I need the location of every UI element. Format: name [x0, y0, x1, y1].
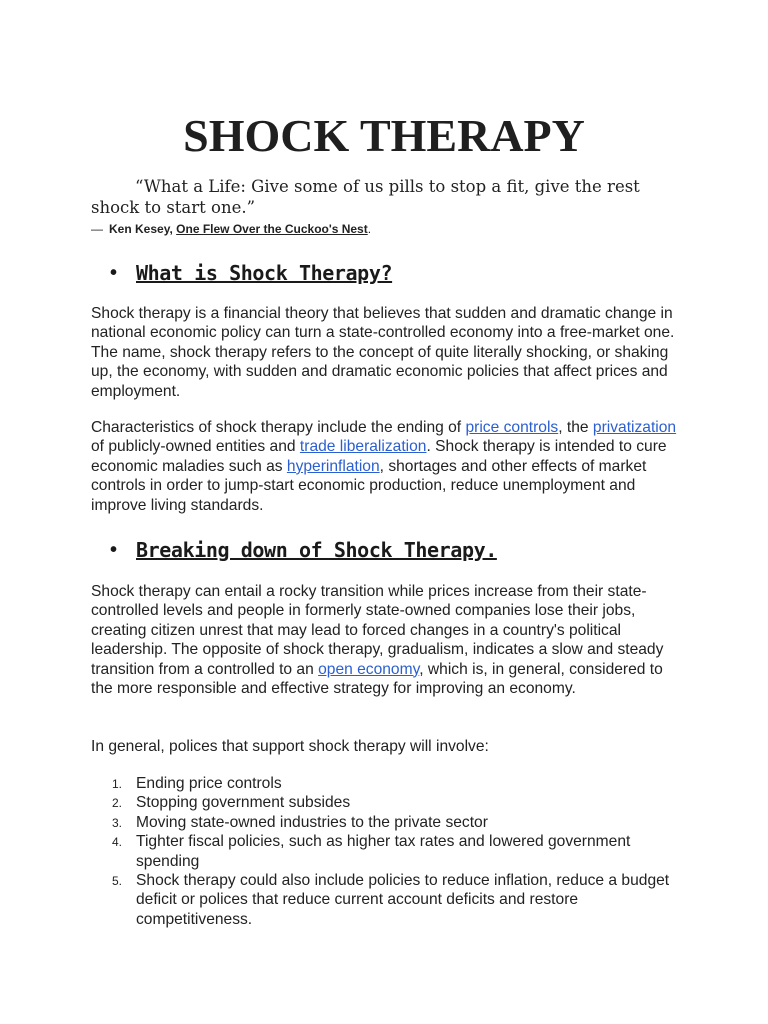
attribution-period: . — [367, 222, 372, 236]
section-heading-text: What is Shock Therapy? — [136, 261, 393, 285]
paragraph-definition: Shock therapy is a financial theory that believes that sudden and dramatic change in national economic policy can turn a state-controlled economy into a free-market one. The name, shock therapy refers to the concept of quite literally shocking, or shaking up, the economy, with sudden and dramatic economic policies that affect prices and employment. — [91, 305, 675, 400]
section-heading-breaking-down — [110, 536, 710, 564]
list-item-text: Stopping government subsides — [136, 794, 351, 812]
text-run: Shock therapy can entail a rocky transition while prices increase from their state-controlled levels and people in formerly state-owned companies lose their jobs, creating citizen unrest that may lead to forced changes in a country's political leadership. The opposite of shock therapy, gradualism, indicates a slow and steady transition from a controlled to an — [91, 583, 664, 678]
paragraph-characteristics — [91, 418, 681, 515]
attribution-dash: — — [91, 222, 103, 236]
page-title: SHOCK THERAPY — [183, 110, 585, 161]
link-hyperinflation[interactable]: hyperinflation — [286, 457, 380, 475]
section-heading-text: Breaking down of Shock Therapy. — [136, 538, 497, 562]
section-heading-what-is — [110, 259, 710, 287]
list-item — [91, 813, 681, 832]
list-item-text: Moving state-owned industries to the private sector — [136, 813, 488, 831]
list-item — [91, 793, 681, 812]
link-trade-liberalization[interactable]: trade liberalization — [299, 438, 427, 456]
list-number: 4. — [112, 835, 123, 850]
link-privatization[interactable]: privatization — [592, 419, 677, 436]
list-item — [91, 871, 681, 929]
link-open-economy[interactable]: open economy — [318, 660, 420, 678]
bullet-icon: • — [110, 539, 118, 561]
list-item-text: Ending price controls — [136, 775, 282, 792]
text-run: , the — [558, 419, 593, 436]
quote-attribution — [91, 220, 691, 238]
paragraph-transition — [91, 582, 681, 698]
quote-author: Ken Kesey, — [109, 222, 173, 236]
text-run: , shortages and other effects of market controls in order to jump-start economic production, reduce unemployment and improve living standards. — [91, 457, 647, 514]
list-number: 3. — [112, 815, 123, 830]
list-number: 5. — [112, 874, 123, 889]
list-number: 2. — [112, 796, 123, 811]
epigraph-quote: “What a Life: Give some of us pills to stop a fit, give the rest shock to start one.” — [91, 177, 640, 217]
text-run: of publicly-owned entities and — [91, 438, 300, 456]
list-item-text: Shock therapy could also include policies to reduce inflation, reduce a budget deficit or polices that reduce current account deficits and restore competitiveness. — [136, 872, 670, 928]
list-number: 1. — [112, 777, 123, 791]
policy-list — [91, 774, 681, 929]
paragraph-policies-intro: In general, polices that support shock therapy will involve: — [91, 738, 489, 755]
list-item — [91, 832, 681, 871]
list-item-text: Tighter fiscal policies, such as higher tax rates and lowered government spending — [136, 833, 631, 870]
link-price-controls[interactable]: price controls — [465, 419, 559, 436]
book-title-link[interactable]: One Flew Over the Cuckoo's Nest — [176, 222, 368, 236]
bullet-icon: • — [110, 262, 118, 284]
text-run: Characteristics of shock therapy include the ending of — [91, 419, 466, 436]
text-run: . Shock therapy is intended to cure economic maladies such as — [91, 438, 667, 475]
list-item — [91, 774, 681, 793]
text-run: , which is, in general, considered to the more responsible and effective strategy for improving an economy. — [91, 660, 663, 698]
